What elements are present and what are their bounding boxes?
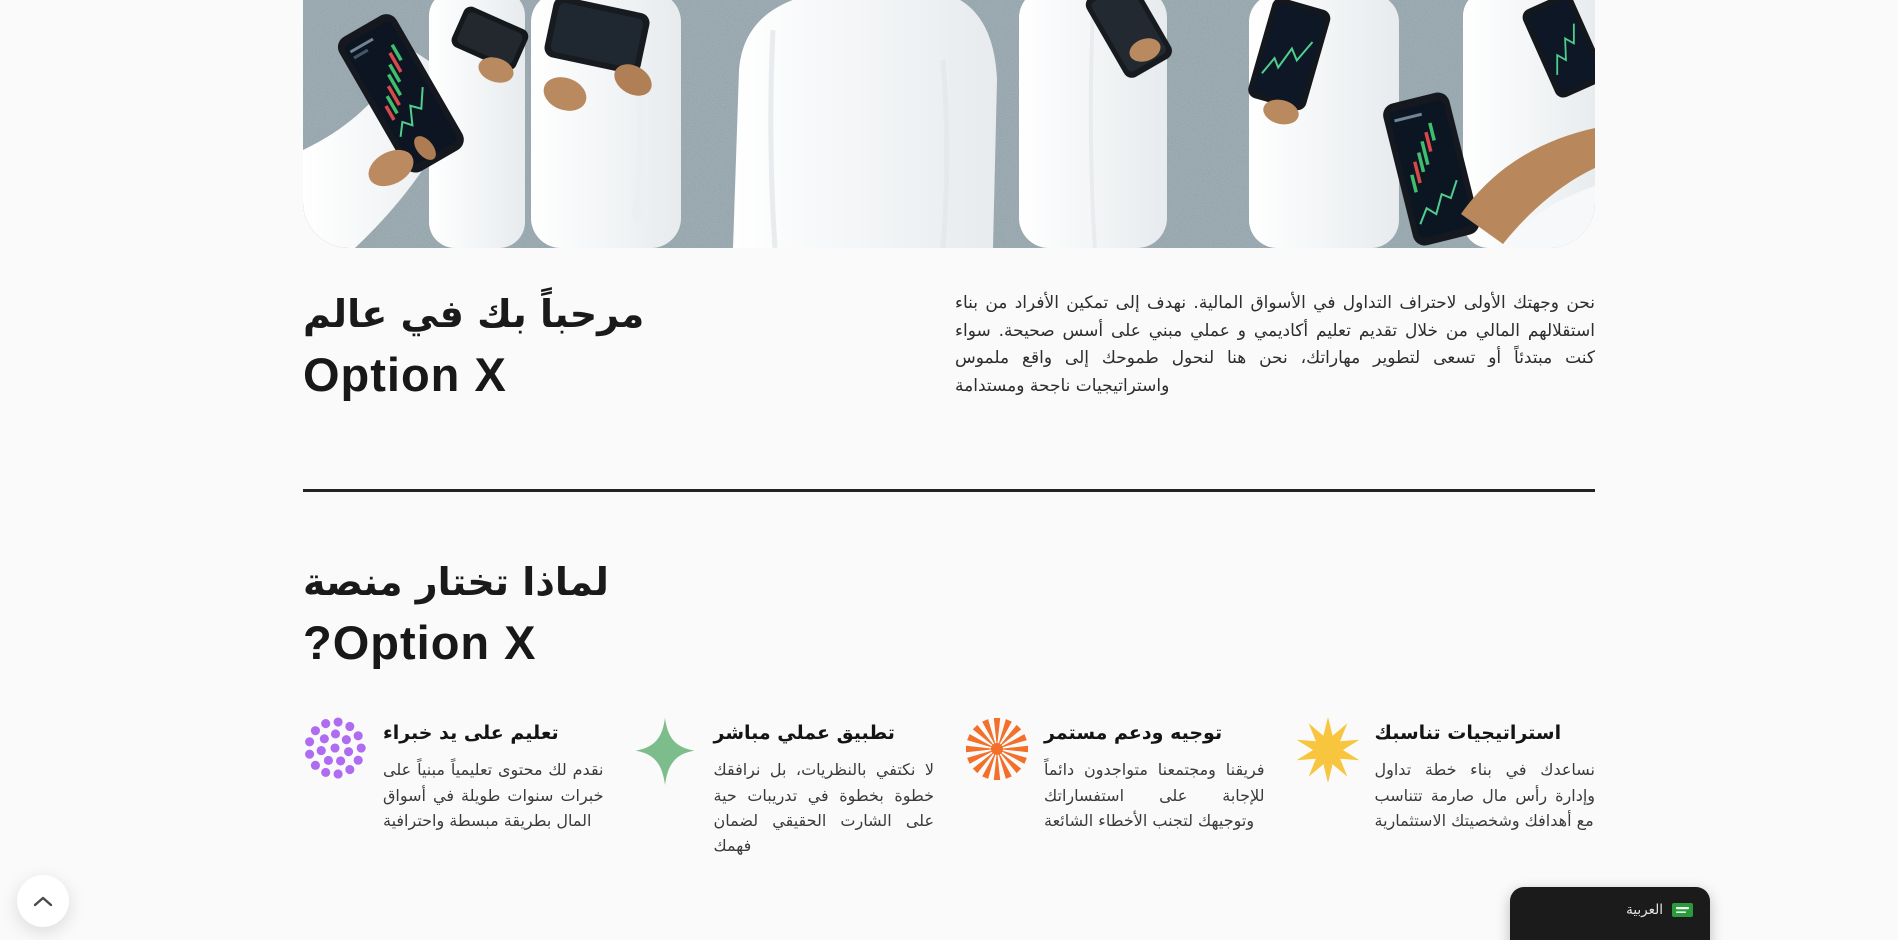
feature-card-guidance [964, 716, 1265, 858]
feature-card-practice [634, 716, 935, 858]
why-heading [303, 556, 1595, 673]
language-label: العربية [1626, 902, 1663, 918]
feature-text [714, 716, 935, 858]
feature-card-strategies [1295, 716, 1596, 858]
why-heading-brand: Option X? [303, 615, 537, 669]
features-row [303, 716, 1595, 858]
feature-card-education [303, 716, 604, 858]
why-heading-arabic: لماذا تختار منصة [303, 559, 609, 604]
welcome-heading-arabic: مرحباً بك في عالم [303, 292, 645, 336]
feature-text [383, 716, 604, 833]
dots-circle-icon [303, 716, 369, 796]
language-switcher-panel [1510, 887, 1710, 940]
hero-photo-illustration [303, 0, 1595, 248]
feature-text [1044, 716, 1265, 833]
feature-text [1375, 716, 1596, 833]
chevron-up-icon [33, 895, 53, 907]
welcome-heading-brand: Option X [303, 347, 507, 401]
feature-title: تطبيق عملي مباشر [713, 722, 895, 745]
sparkle-icon [634, 716, 700, 796]
feature-title: توجيه ودعم مستمر [1044, 722, 1223, 745]
welcome-section [303, 248, 1595, 405]
welcome-paragraph: نحن وجهتك الأولى لاحتراف التداول في الأسواق المالية. نهدف إلى تمكين الأفراد من بناء استقلالهم المالي من خلال تقديم تعليم أكاديمي و عملي مبني على أسس صحيحة. سواء كنت مبتدئاً أو تسعى لتطوير مهاراتك، نحن هنا لنحول طموحك إلى واقع ملموس واستراتيجيات ناجحة ومستدامة [955, 293, 1595, 396]
saudi-flag-icon [1672, 903, 1693, 917]
scroll-to-top-button[interactable] [17, 875, 69, 927]
feature-body: لا نكتفي بالنظريات، بل نرافقك خطوة بخطوة في تدريبات حية على الشارت الحقيقي لضمان فهمك [713, 760, 934, 856]
feature-title: استراتيجيات تناسبك [1374, 722, 1562, 745]
section-divider [303, 489, 1595, 492]
starburst-icon [1295, 716, 1361, 796]
hero-image [303, 0, 1595, 248]
sunburst-icon [964, 716, 1030, 796]
language-option-arabic[interactable] [1527, 902, 1693, 918]
feature-body: نقدم لك محتوى تعليمياً مبنياً على خبرات سنوات طويلة في أسواق المال بطريقة مبسطة واحترافية [383, 760, 604, 830]
feature-body: فريقنا ومجتمعنا متواجدون دائماً للإجابة على استفساراتك وتوجيهك لتجنب الأخطاء الشائعة [1044, 760, 1265, 830]
feature-body: نساعدك في بناء خطة تداول وإدارة رأس مال صارمة تتناسب مع أهدافك وشخصيتك الاستثمارية [1374, 760, 1595, 830]
feature-title: تعليم على يد خبراء [383, 722, 559, 745]
welcome-heading [303, 288, 863, 405]
